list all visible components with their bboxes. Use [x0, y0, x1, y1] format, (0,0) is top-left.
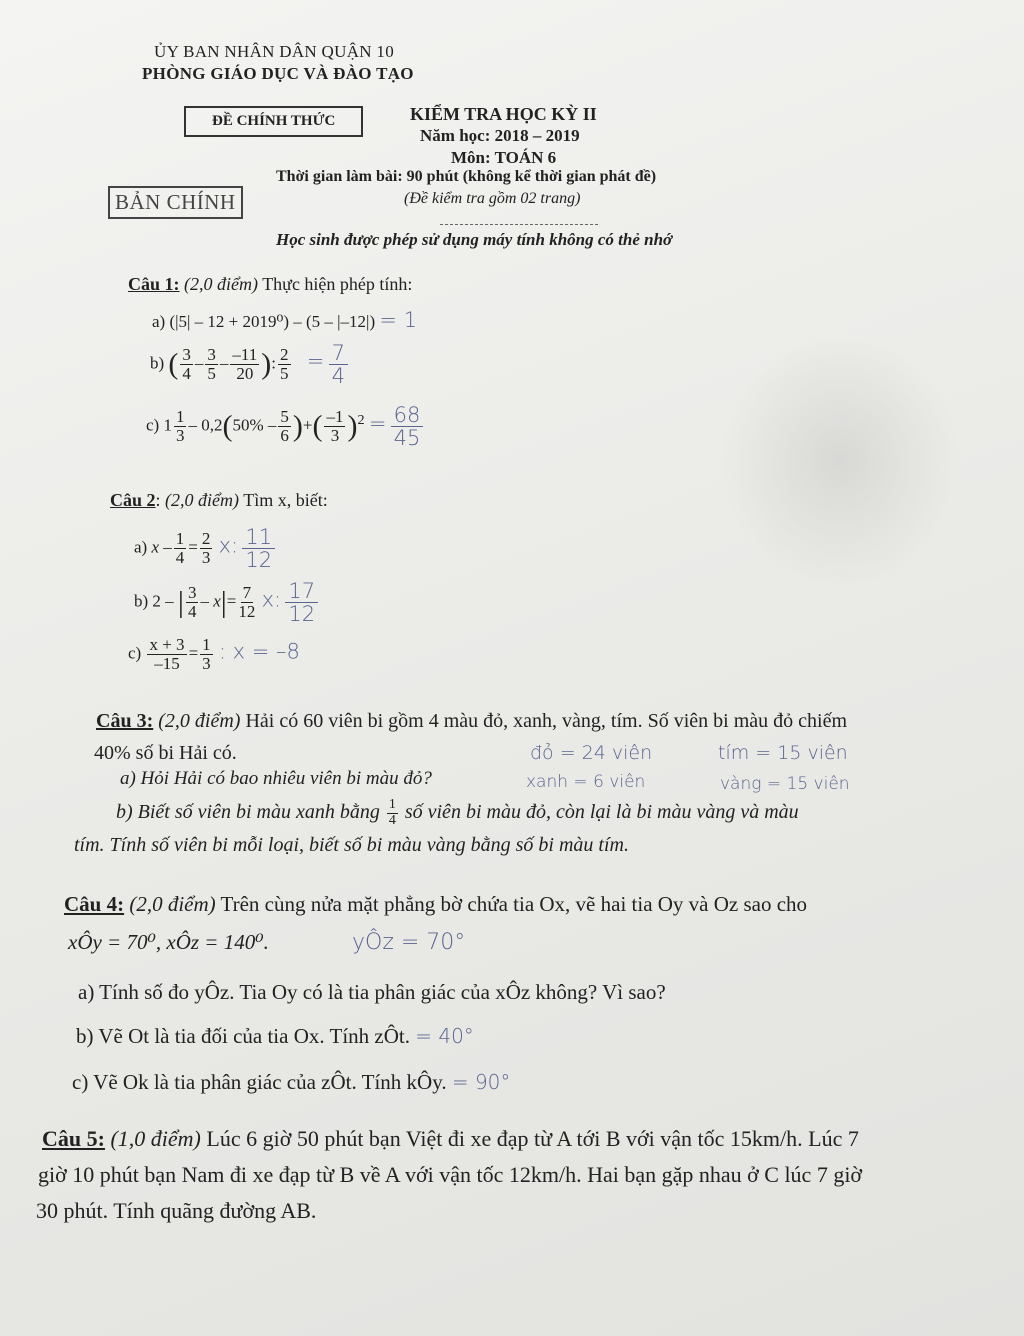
q4a-text: a) Tính số đo yÔz. Tia Oy có là tia phân giác của xÔz không? Vì sao? — [78, 980, 666, 1004]
q1b-handwritten-answer: $\frac{7}{4}$ — [329, 342, 348, 387]
q3-handwritten-blue: xanh = 6 viên — [526, 772, 646, 792]
q5-text-1: Lúc 6 giờ 50 phút bạn Việt đi xe đạp từ A tới B với vận tốc 15km/h. Lúc 7 — [206, 1126, 859, 1151]
q5-points: (1,0 điểm) — [110, 1126, 201, 1151]
header-divider — [440, 224, 598, 225]
q4-label: Câu 4: — [64, 892, 125, 916]
q3-handwritten-yellow: vàng = 15 viên — [720, 774, 850, 794]
q2-points: (2,0 điểm) — [165, 490, 240, 510]
q1-text: Thực hiện phép tính: — [262, 274, 413, 294]
q3-handwritten-red: đỏ = 24 viên — [530, 742, 653, 764]
q4b-text: b) Vẽ Ot là tia đối của tia Ox. Tính zÔt. — [76, 1024, 410, 1048]
q4-handwritten-yoz: yÔz = 70° — [352, 930, 466, 955]
q3a-text: a) Hỏi Hải có bao nhiêu viên bi màu đỏ? — [120, 768, 432, 789]
q3-text-1: Hải có 60 viên bi gồm 4 màu đỏ, xanh, vàng, tím. Số viên bi màu đỏ chiếm — [245, 710, 848, 732]
department-line-1: ỦY BAN NHÂN DÂN QUẬN 10 — [154, 42, 395, 61]
q2c-equation: c) $\frac{x + 3}{-15}$ = $\frac{1}{3}$ : x = –8 — [128, 635, 300, 673]
q2b-equation: b) 2 – | $\frac{3}{4}$ – x|= $\frac{7}{12}$ x: $\frac{17}{12}$ — [134, 580, 318, 625]
paper-crease — [720, 330, 960, 590]
official-stamp-box: ĐỀ CHÍNH THỨC — [184, 106, 363, 137]
q1b-label: b) — [150, 353, 165, 373]
q1c-label: c) — [146, 415, 160, 435]
department-line-2: PHÒNG GIÁO DỤC VÀ ĐÀO TẠO — [142, 64, 414, 83]
q5-text-3: 30 phút. Tính quãng đường AB. — [36, 1198, 317, 1223]
q2-label: Câu 2 — [110, 490, 156, 510]
q2a-equation: a) x – $\frac{1}{4}$ = $\frac{2}{3}$ x: $\frac{11}{12}$ — [134, 526, 275, 571]
q1b-expression: b) ( $\frac{3}{4}$ – $\frac{3}{5}$ – $\frac{-11}{20}$ ): $\frac{2}{5}$ = $\frac{7}{4}$ — [150, 342, 348, 387]
q4-text-1: Trên cùng nửa mặt phẳng bờ chứa tia Ox, vẽ hai tia Oy và Oz sao cho — [220, 892, 808, 916]
subject: Môn: TOÁN 6 — [451, 148, 557, 167]
q3b-text-post: số viên bi màu đỏ, còn lại là bi màu vàng và màu — [404, 800, 799, 823]
q1-heading — [128, 274, 412, 295]
q1-label: Câu 1: — [128, 274, 180, 294]
q4b-line — [76, 1024, 474, 1049]
q3-label: Câu 3: — [96, 710, 154, 732]
q4-line-1 — [64, 892, 807, 917]
exam-title: KIỂM TRA HỌC KỲ II — [410, 104, 597, 124]
q4c-line — [72, 1070, 510, 1095]
q4-text-2: xÔy = 70⁰, xÔz = 140⁰. — [68, 930, 269, 954]
q1c-expression: c) 1 $\frac{1}{3}$ – 0,2(50% – $\frac{5}{6}$ )+( $\frac{-1}{3}$ )$^2$ = $\frac{68}{45}$ — [146, 404, 423, 449]
q2b-handwritten-answer: $\frac{17}{12}$ — [285, 580, 318, 625]
q3b-text-2: tím. Tính số viên bi mỗi loại, biết số bi màu vàng bằng số bi màu tím. — [74, 834, 629, 856]
q3-text-2: 40% số bi Hải có. — [94, 742, 237, 764]
q5-text-2: giờ 10 phút bạn Nam đi xe đạp từ B về A với vận tốc 12km/h. Hai bạn gặp nhau ở C lúc 7 giờ — [38, 1162, 863, 1187]
q5-line-1 — [42, 1126, 859, 1152]
calculator-note: Học sinh được phép sử dụng máy tính không có thẻ nhớ — [276, 230, 673, 249]
q4-points: (2,0 điểm) — [129, 892, 216, 916]
q3-points: (2,0 điểm) — [158, 710, 241, 732]
q3-handwritten-purple: tím = 15 viên — [718, 742, 848, 764]
q2-heading: Câu 2: (2,0 điểm) Tìm x, biết: — [110, 490, 328, 510]
q4c-text: c) Vẽ Ok là tia phân giác của zÔt. Tính kÔy. — [72, 1070, 447, 1094]
page-count-note: (Đề kiểm tra gồm 02 trang) — [404, 190, 581, 207]
school-year: Năm học: 2018 – 2019 — [420, 126, 580, 145]
q4b-handwritten-answer: = 40° — [415, 1024, 474, 1048]
original-stamp-box: BẢN CHÍNH — [108, 186, 243, 219]
q1a-text: a) (|5| – 12 + 2019⁰) – (5 – |–12|) — [152, 312, 376, 331]
q2a-handwritten-answer: $\frac{11}{12}$ — [242, 526, 275, 571]
q1a-expression — [152, 308, 417, 332]
q3-line-1 — [96, 710, 847, 733]
q3b-line-1: b) Biết số viên bi màu xanh bằng $\frac{1}{4}$ số viên bi màu đỏ, còn lại là bi màu vàng và màu — [116, 797, 799, 828]
q2a-label: a) — [134, 537, 148, 557]
q1-points: (2,0 điểm) — [184, 274, 258, 294]
q3b-text-pre: b) Biết số viên bi màu xanh bằng — [116, 800, 380, 823]
q2b-label: b) — [134, 591, 149, 611]
q5-label: Câu 5: — [42, 1126, 105, 1151]
q1a-handwritten-answer: = 1 — [379, 308, 418, 332]
q4c-handwritten-answer: = 90° — [451, 1070, 511, 1094]
q2-text: Tìm x, biết: — [243, 490, 328, 510]
q2c-handwritten-answer: : x = –8 — [218, 639, 300, 664]
q1c-handwritten-answer: $\frac{68}{45}$ — [391, 404, 424, 449]
exam-duration: Thời gian làm bài: 90 phút (không kể thời gian phát đề) — [276, 168, 657, 185]
q2c-label: c) — [128, 643, 142, 663]
